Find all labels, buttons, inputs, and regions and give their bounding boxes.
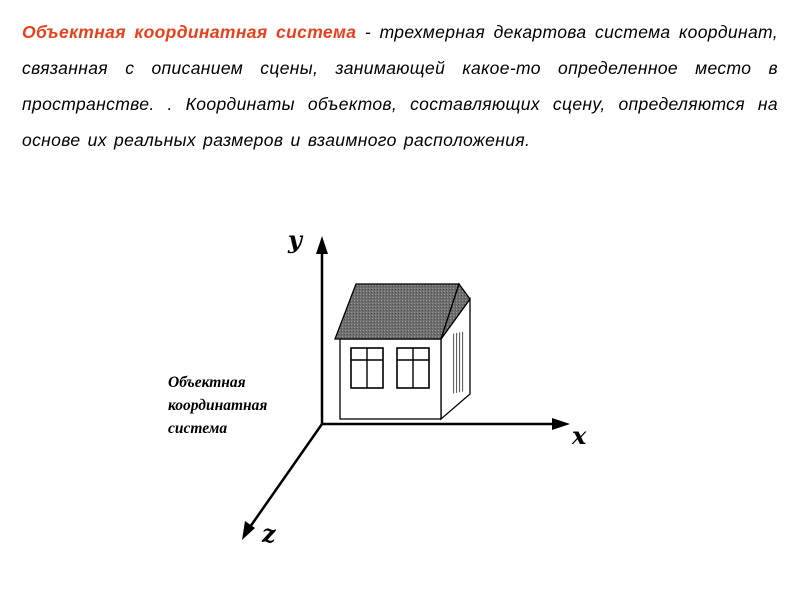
definition-term: Объектная координатная система (22, 22, 357, 42)
house (335, 284, 470, 419)
x-axis-label: x (572, 421, 587, 450)
y-axis-label: y (288, 225, 302, 254)
definition-separator: - (356, 22, 380, 42)
caption-line-1: Объектная (168, 374, 246, 391)
z-axis (242, 424, 322, 540)
house-window-right (397, 348, 429, 388)
definition-text: трехмерная декартова система координат, связанная с описанием сцены, занимающей какое-то определенное место в пространстве. . Координаты объектов, составляющих сцену, определяются на основе их реальных размеров и взаимного расположения. (22, 22, 779, 150)
caption-line-2: координатная (168, 397, 268, 414)
x-axis (322, 418, 570, 430)
house-window-left (351, 348, 383, 388)
figure-caption (168, 374, 267, 437)
caption-line-3: система (168, 420, 228, 437)
z-axis-label: z (262, 519, 276, 548)
house-roof (335, 284, 459, 339)
house-side-window (452, 331, 464, 394)
y-axis (316, 236, 328, 425)
